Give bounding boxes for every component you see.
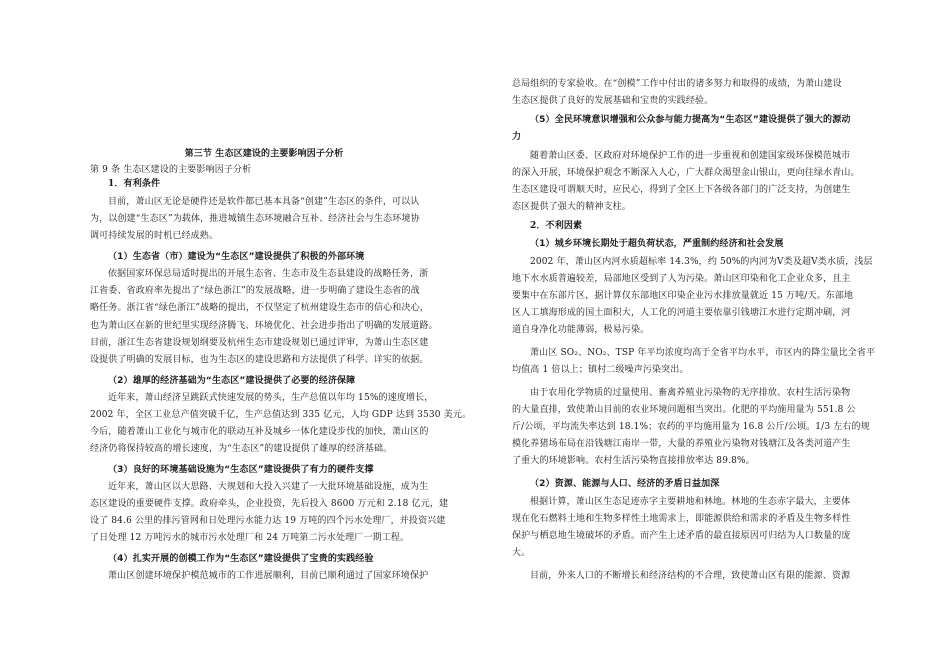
paragraph-line: 依据国家环保总局适时提出的开展生态省、生态市及生态县建设的战略任务，浙 bbox=[108, 269, 429, 279]
paragraph-line: 的深入开展，环境保护观念不断深入人心，广大群众渴望金山银山，更向往绿水青山。 bbox=[512, 168, 860, 178]
paragraph-line: 近年来，萧山区以大思路、大规划和大投入兴建了一大批环境基础设施，成为生 bbox=[108, 482, 429, 492]
paragraph-line: 的大量直排，致使萧山目前的农业环境问题相当突出。化肥的平均施用量为 551.8 公 bbox=[512, 405, 856, 415]
paragraph-line: 2002 年，萧山区内河水质超标率 14.3%，约 50%的内河为Ⅴ类及超Ⅴ类水质，浅层 bbox=[530, 257, 873, 267]
paragraph-line: 调可持续发展的时机已经成熟。 bbox=[90, 231, 219, 241]
paragraph-line: 设提供了明确的发展目标，也为生态区的建设思路和方法提供了科学、详实的依据。 bbox=[90, 355, 429, 365]
paragraph-line: 目前，浙江生态省建设规划纲要及杭州生态市建设规划已通过评审，为萧山生态区建 bbox=[90, 338, 429, 348]
paragraph-line: 均值高 1 倍以上；镇村二级噪声污染突出。 bbox=[512, 365, 689, 375]
paragraph-line: 也为萧山区在新的世纪里实现经济腾飞、环境优化、社会进步指出了明确的发展道路。 bbox=[90, 321, 438, 331]
heading-1: （1）生态省（市）建设为“生态区”建设提供了积极的外部环境 bbox=[108, 252, 365, 262]
paragraph-line: 生态区提供了良好的发展基础和宝贵的实践经验。 bbox=[512, 96, 714, 106]
heading-2: （2）雄厚的经济基础为“生态区”建设提供了必要的经济保障 bbox=[108, 376, 356, 386]
paragraph-line: 为，以创建“生态区”为载体，推进城镇生态环境融合互补、经济社会与生态环境协 bbox=[90, 214, 420, 224]
paragraph-line: 江省委、省政府率先提出了“绿色浙江”的发展战略，进一步明确了建设生态省的战 bbox=[90, 286, 420, 296]
paragraph-line: 根据计算，萧山区生态足迹赤字主要耕地和林地。林地的生态赤字最大，主要体 bbox=[530, 497, 851, 507]
heading-4: （4）扎实开展的创模工作为“生态区”建设提供了宝贵的实践经验 bbox=[108, 554, 374, 564]
paragraph-line: 现在化石燃料土地和生物多样性土地需求上，即能源供给和需求的矛盾及生物多样性 bbox=[512, 514, 851, 524]
paragraph-line: 了日处理 12 万吨污水的城市污水处理厂和 24 万吨第二污水处理厂一期工程。 bbox=[90, 533, 410, 543]
paragraph-line: 近年来，萧山经济呈跳跃式快速发展的势头，生产总值以年均 15%的速度增长， bbox=[108, 393, 434, 403]
paragraph-line: 经济仍将保持较高的增长速度，为“生态区”的建设提供了雄厚的经济基础。 bbox=[90, 444, 393, 454]
paragraph-line: 地下水水质普遍较差，局部地区受到了人为污染。萧山区印染和化工企业众多，且主 bbox=[512, 274, 851, 284]
article-title: 第 9 条 生态区建设的主要影响因子分析 bbox=[90, 165, 252, 175]
paragraph-line: 萧山区创建环境保护模范城市的工作进展顺利，目前已顺利通过了国家环境保护 bbox=[108, 571, 429, 581]
sub-heading-favorable: 1．有利条件 bbox=[108, 179, 161, 189]
paragraph-line: 模化养猪场布局在沿钱塘江南岸一带，大量的养殖业污染物对钱塘江及各类河道产生 bbox=[512, 439, 851, 449]
paragraph-line: 2002 年，全区工业总产值突破千亿，生产总值达到 335 亿元，人均 GDP 达到 3530 美元。 bbox=[90, 410, 472, 420]
heading-5: （5）全民环境意识增强和公众参与能力提高为“生态区”建设提供了强大的源动 bbox=[530, 115, 851, 125]
paragraph-line: 略任务。浙江省“绿色浙江”战略的提出，不仅坚定了杭州建设生态市的信心和决心， bbox=[90, 303, 429, 313]
paragraph-line: 区人工填海形成的国土面积大，人工化的河道主要依靠引钱塘江水进行定期冲刷，河 bbox=[512, 308, 851, 318]
heading-7: （2）资源、能源与人口、经济的矛盾日益加深 bbox=[530, 479, 720, 489]
section-title: 第三节 生态区建设的主要影响因子分析 bbox=[184, 149, 344, 159]
heading-5-continued: 力 bbox=[512, 132, 522, 142]
paragraph-line: 生态区建设可谓顺天时，应民心，得到了全区上下各级各部门的广泛支持，为创建生 bbox=[512, 185, 851, 195]
paragraph-line: 态区建设的重要硬件支撑。政府牵头，企业投资，先后投入 8600 万元和 2.18 亿元，建 bbox=[90, 499, 449, 509]
paragraph-line: 态区提供了强大的精神支柱。 bbox=[512, 202, 631, 212]
paragraph-line: 保护与栖息地生境破坏的矛盾。而产生上述矛盾的最直接原因可归结为人口数量的庞 bbox=[512, 531, 851, 541]
sub-heading-unfavorable: 2．不利因素 bbox=[530, 221, 583, 231]
paragraph-line: 目前，萧山区无论是硬件还是软件都已基本具备“创建”生态区的条件，可以认 bbox=[108, 197, 420, 207]
paragraph-line: 随着萧山区委、区政府对环境保护工作的进一步重视和创建国家级环保模范城市 bbox=[530, 151, 851, 161]
paragraph-line: 要集中在东部片区，据计算仅东部地区印染企业污水排放量就近 15 万吨/天。东部地 bbox=[512, 291, 854, 301]
paragraph-line: 大。 bbox=[512, 548, 531, 558]
paragraph-line: 斤/公顷，平均流失率达到 18.1%；农药的平均施用量为 16.8 公斤/公顷。1/3 左右的规 bbox=[512, 422, 870, 432]
heading-3: （3）良好的环境基础设施为“生态区”建设提供了有力的硬件支撑 bbox=[108, 465, 374, 475]
paragraph-line: 道自身净化功能薄弱，极易污染。 bbox=[512, 325, 650, 335]
paragraph-line: 了重大的环境影响。农村生活污染物直接排放率达 89.8%。 bbox=[512, 456, 755, 466]
paragraph-line: 萧山区 SO₂、NO₂、TSP 年平均浓度均高于全省平均水平，市区内的降尘量比全省平 bbox=[530, 348, 876, 358]
heading-6: （1）城乡环境长期处于超负荷状态，严重制约经济和社会发展 bbox=[530, 239, 784, 249]
paragraph-line: 由于农用化学物质的过量使用、畜禽养殖业污染物的无序排放、农村生活污染物 bbox=[530, 388, 851, 398]
paragraph-line: 设了 84.6 公里的排污管网和日处理污水能力达 19 万吨的四个污水处理厂，并投资兴建 bbox=[90, 516, 446, 526]
paragraph-line: 今后，随着萧山工业化与城市化的联动互补及城乡一体化建设步伐的加快，萧山区的 bbox=[90, 427, 429, 437]
paragraph-line: 总局组织的专家验收。在“创模”工作中付出的诸多努力和取得的成绩，为萧山建设 bbox=[512, 79, 842, 89]
paragraph-line: 目前，外来人口的不断增长和经济结构的不合理，致使萧山区有限的能源、资源 bbox=[530, 571, 851, 581]
